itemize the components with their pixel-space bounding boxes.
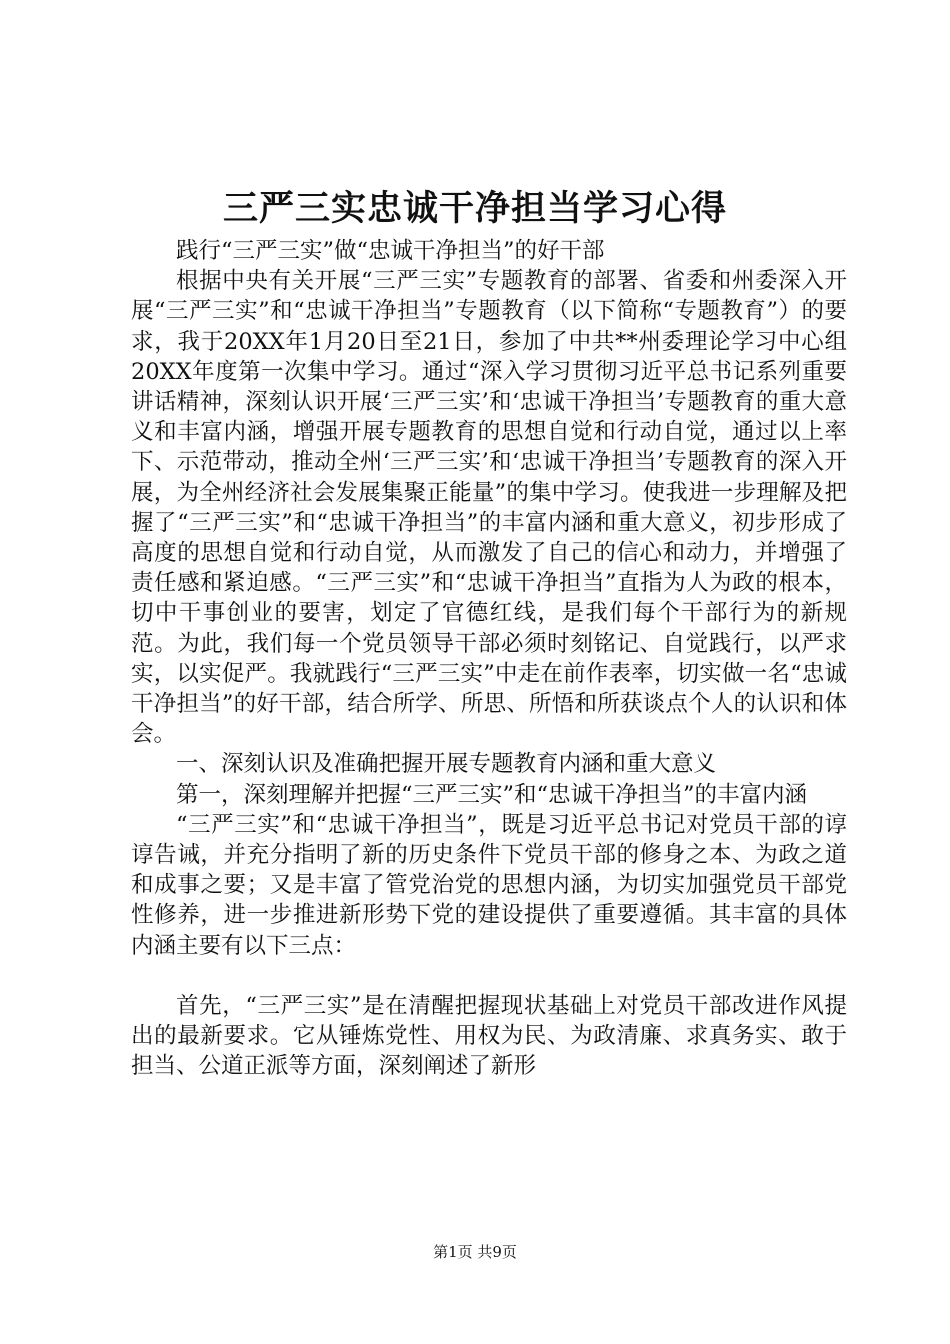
body-paragraph: 根据中央有关开展“三严三实”专题教育的部署、省委和州委深入开展“三严三实”和“忠诚干净担当”专题教育（以下简称“专题教育”）的要求，我于20XX年1月20日至21日，参加了中共**州委理论学习中心组20XX年度第一次集中学习。通过“深入学习贯彻习近平总书记系列重要讲话精神，深刻认识开展‘三严三实’和‘忠诚干净担当’专题教育的重大意义和丰富内涵，增强开展专题教育的思想自觉和行动自觉，通过以上率下、示范带动，推动全州‘三严三实’和‘忠诚干净担当’专题教育的深入开展，为全州经济社会发展集聚正能量”的集中学习。使我进一步理解及把握了“三严三实”和“忠诚干净担当”的丰富内涵和重大意义，初步形成了高度的思想自觉和行动自觉，从而激发了自己的信心和动力，并增强了责任感和紧迫感。“三严三实”和“忠诚干净担当”直指为人为政的根本，切中干事创业的要害，划定了官德红线，是我们每个干部行为的新规范。为此，我们每一个党员领导干部必须时刻铭记、自觉践行，以严求实，以实促严。我就践行“三严三实”中走在前作表率，切实做一名“忠诚干净担当”的好干部，结合所学、所思、所悟和所获谈点个人的认识和体会。 <box>131 268 847 748</box>
subtitle-paragraph: 践行“三严三实”做“忠诚干净担当”的好干部 <box>176 238 605 264</box>
document-title: 三严三实忠诚干净担当学习心得 <box>222 188 727 229</box>
body-paragraph: 首先，“三严三实”是在清醒把握现状基础上对党员干部改进作风提出的最新要求。它从锤炼党性、用权为民、为政清廉、求真务实、敢于担当、公道正派等方面，深刻阐述了新形 <box>131 992 847 1080</box>
subsection-heading: 第一，深刻理解并把握“三严三实”和“忠诚干净担当”的丰富内涵 <box>176 781 808 808</box>
page-number-footer: 第1页 共9页 <box>433 1243 517 1261</box>
document-body <box>131 236 847 1081</box>
section-heading: 一、深刻认识及准确把握开展专题教育内涵和重大意义 <box>176 751 717 778</box>
body-paragraph: “三严三实”和“忠诚干净担当”，既是习近平总书记对党员干部的谆谆告诫，并充分指明了新的历史条件下党员干部的修身之本、为政之道和成事之要；又是丰富了管党治党的思想内涵，为切实加强党员干部党性修养，进一步推进新形势下党的建设提供了重要遵循。其丰富的具体内涵主要有以下三点： <box>131 811 847 959</box>
